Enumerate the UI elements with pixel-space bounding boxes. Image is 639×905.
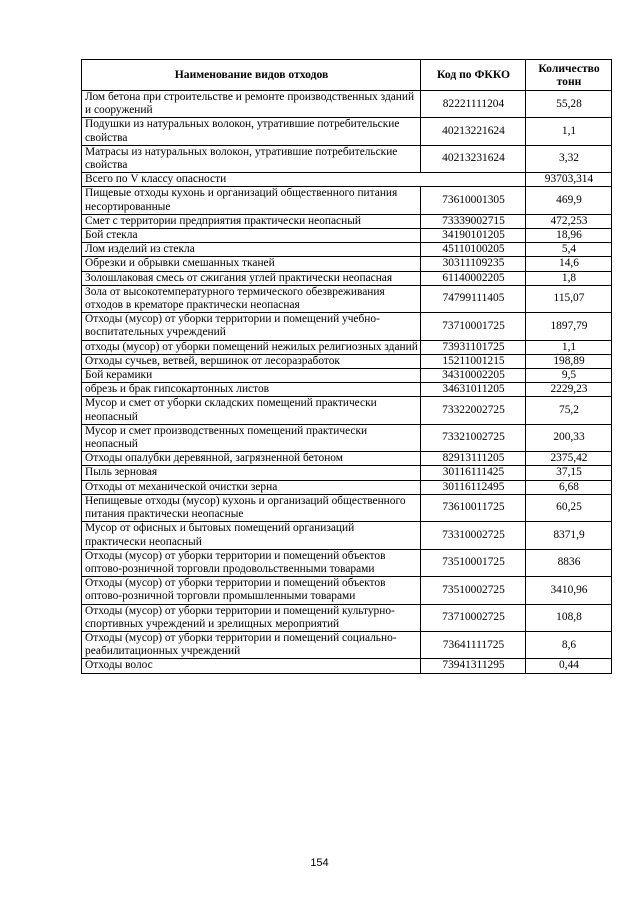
cell-name: Отходы от механической очистки зерна bbox=[82, 480, 421, 494]
cell-qty: 5,4 bbox=[526, 243, 612, 257]
cell-name: Мусор и смет производственных помещений практически неопасный bbox=[82, 424, 421, 451]
cell-code: 82913111205 bbox=[421, 452, 526, 466]
cell-code: 73710001725 bbox=[421, 313, 526, 340]
table-row bbox=[82, 631, 612, 658]
cell-name: Отходы (мусор) от уборки территории и помещений объектов оптово-розничной торговли продовольственными товарами bbox=[82, 549, 421, 576]
table-row bbox=[82, 257, 612, 271]
cell-code: 73641111725 bbox=[421, 631, 526, 658]
cell-name: обрезь и брак гипсокартонных листов bbox=[82, 383, 421, 397]
table-row bbox=[82, 604, 612, 631]
cell-code: 40213231624 bbox=[421, 145, 526, 172]
table-row bbox=[82, 424, 612, 451]
cell-code: 45110100205 bbox=[421, 243, 526, 257]
cell-name: Бой стекла bbox=[82, 229, 421, 243]
cell-code: 74799111405 bbox=[421, 285, 526, 312]
cell-qty: 1897,79 bbox=[526, 313, 612, 340]
cell-name: Подушки из натуральных волокон, утратившие потребительские свойства bbox=[82, 118, 421, 145]
table-row bbox=[82, 659, 612, 673]
header-name: Наименование видов отходов bbox=[82, 60, 421, 91]
cell-name: Отходы опалубки деревянной, загрязненной бетоном bbox=[82, 452, 421, 466]
cell-qty: 8,6 bbox=[526, 631, 612, 658]
cell-qty: 1,1 bbox=[526, 118, 612, 145]
cell-name: Мусор от офисных и бытовых помещений организаций практически неопасный bbox=[82, 522, 421, 549]
cell-code: 82221111204 bbox=[421, 91, 526, 118]
cell-code: 73339002715 bbox=[421, 214, 526, 228]
cell-qty: 75,2 bbox=[526, 397, 612, 424]
cell-code: 73510002725 bbox=[421, 577, 526, 604]
cell-code: 30311109235 bbox=[421, 257, 526, 271]
cell-qty: 472,253 bbox=[526, 214, 612, 228]
cell-qty: 37,15 bbox=[526, 466, 612, 480]
cell-qty: 6,68 bbox=[526, 480, 612, 494]
table-row bbox=[82, 466, 612, 480]
cell-qty: 108,8 bbox=[526, 604, 612, 631]
table-row bbox=[82, 145, 612, 172]
cell-qty: 3410,96 bbox=[526, 577, 612, 604]
total-section bbox=[82, 173, 612, 187]
cell-qty: 14,6 bbox=[526, 257, 612, 271]
cell-code: 73610011725 bbox=[421, 494, 526, 521]
cell-code: 73321002725 bbox=[421, 424, 526, 451]
table-header-row bbox=[82, 60, 612, 91]
table-row bbox=[82, 285, 612, 312]
cell-name: Отходы (мусор) от уборки территории и помещений социально-реабилитационных учреждений bbox=[82, 631, 421, 658]
cell-code: 73931101725 bbox=[421, 340, 526, 354]
cell-qty: 18,96 bbox=[526, 229, 612, 243]
table-row bbox=[82, 271, 612, 285]
cell-qty: 0,44 bbox=[526, 659, 612, 673]
cell-name: Непищевые отходы (мусор) кухонь и организаций общественного питания практически неопасные bbox=[82, 494, 421, 521]
total-qty: 93703,314 bbox=[526, 173, 612, 187]
table-row bbox=[82, 577, 612, 604]
page-number: 154 bbox=[310, 857, 329, 869]
table-row bbox=[82, 369, 612, 383]
table-row bbox=[82, 214, 612, 228]
cell-qty: 8371,9 bbox=[526, 522, 612, 549]
cell-code: 61140002205 bbox=[421, 271, 526, 285]
cell-qty: 469,9 bbox=[526, 187, 612, 214]
cell-name: Пыль зерновая bbox=[82, 466, 421, 480]
cell-qty: 1,1 bbox=[526, 340, 612, 354]
header-qty: Количество тонн bbox=[526, 60, 612, 91]
cell-code: 73322002725 bbox=[421, 397, 526, 424]
cell-name: Золошлаковая смесь от сжигания углей практически неопасная bbox=[82, 271, 421, 285]
cell-qty: 198,89 bbox=[526, 354, 612, 368]
table-row bbox=[82, 397, 612, 424]
total-label: Всего по V классу опасности bbox=[82, 173, 526, 187]
cell-qty: 2375,42 bbox=[526, 452, 612, 466]
table-row bbox=[82, 118, 612, 145]
cell-qty: 200,33 bbox=[526, 424, 612, 451]
table-row bbox=[82, 91, 612, 118]
table-row bbox=[82, 229, 612, 243]
cell-name: Пищевые отходы кухонь и организаций общественного питания несортированные bbox=[82, 187, 421, 214]
cell-name: Мусор и смет от уборки складских помещений практически неопасный bbox=[82, 397, 421, 424]
cell-name: Отходы (мусор) от уборки территории и помещений культурно-спортивных учреждений и зрелищных мероприятий bbox=[82, 604, 421, 631]
cell-name: Отходы сучьев, ветвей, вершинок от лесоразработок bbox=[82, 354, 421, 368]
cell-code: 30116111425 bbox=[421, 466, 526, 480]
cell-name: Отходы волос bbox=[82, 659, 421, 673]
table-row bbox=[82, 243, 612, 257]
cell-name: Обрезки и обрывки смешанных тканей bbox=[82, 257, 421, 271]
cell-code: 34631011205 bbox=[421, 383, 526, 397]
table-row bbox=[82, 452, 612, 466]
table-row bbox=[82, 383, 612, 397]
total-row bbox=[82, 173, 612, 187]
cell-name: Зола от высокотемпературного термического обезвреживания отходов в крематоре практически неопасная bbox=[82, 285, 421, 312]
cell-qty: 115,07 bbox=[526, 285, 612, 312]
cell-name: Лом бетона при строительстве и ремонте производственных зданий и сооружений bbox=[82, 91, 421, 118]
cell-name: Бой керамики bbox=[82, 369, 421, 383]
cell-qty: 9,5 bbox=[526, 369, 612, 383]
table-row bbox=[82, 340, 612, 354]
cell-name: отходы (мусор) от уборки помещений нежилых религиозных зданий bbox=[82, 340, 421, 354]
cell-code: 30116112495 bbox=[421, 480, 526, 494]
cell-qty: 55,28 bbox=[526, 91, 612, 118]
cell-name: Лом изделий из стекла bbox=[82, 243, 421, 257]
cell-name: Отходы (мусор) от уборки территории и помещений объектов оптово-розничной торговли промышленными товарами bbox=[82, 577, 421, 604]
table-row bbox=[82, 354, 612, 368]
cell-code: 73710002725 bbox=[421, 604, 526, 631]
cell-name: Смет с территории предприятия практически неопасный bbox=[82, 214, 421, 228]
cell-qty: 2229,23 bbox=[526, 383, 612, 397]
cell-name: Матрасы из натуральных волокон, утратившие потребительские свойства bbox=[82, 145, 421, 172]
cell-code: 34310002205 bbox=[421, 369, 526, 383]
cell-code: 34190101205 bbox=[421, 229, 526, 243]
cell-code: 73941311295 bbox=[421, 659, 526, 673]
table-row bbox=[82, 313, 612, 340]
table-body-part-a bbox=[82, 91, 612, 173]
cell-code: 73510001725 bbox=[421, 549, 526, 576]
table-row bbox=[82, 187, 612, 214]
header-code: Код по ФККО bbox=[421, 60, 526, 91]
cell-code: 15211001215 bbox=[421, 354, 526, 368]
cell-qty: 1,8 bbox=[526, 271, 612, 285]
table-body-part-b bbox=[82, 187, 612, 673]
cell-code: 40213221624 bbox=[421, 118, 526, 145]
table-row bbox=[82, 480, 612, 494]
cell-qty: 3,32 bbox=[526, 145, 612, 172]
waste-table bbox=[81, 59, 612, 674]
cell-qty: 8836 bbox=[526, 549, 612, 576]
table-row bbox=[82, 522, 612, 549]
cell-code: 73610001305 bbox=[421, 187, 526, 214]
cell-code: 73310002725 bbox=[421, 522, 526, 549]
cell-name: Отходы (мусор) от уборки территории и помещений учебно-воспитательных учреждений bbox=[82, 313, 421, 340]
cell-qty: 60,25 bbox=[526, 494, 612, 521]
table-row bbox=[82, 494, 612, 521]
table-row bbox=[82, 549, 612, 576]
